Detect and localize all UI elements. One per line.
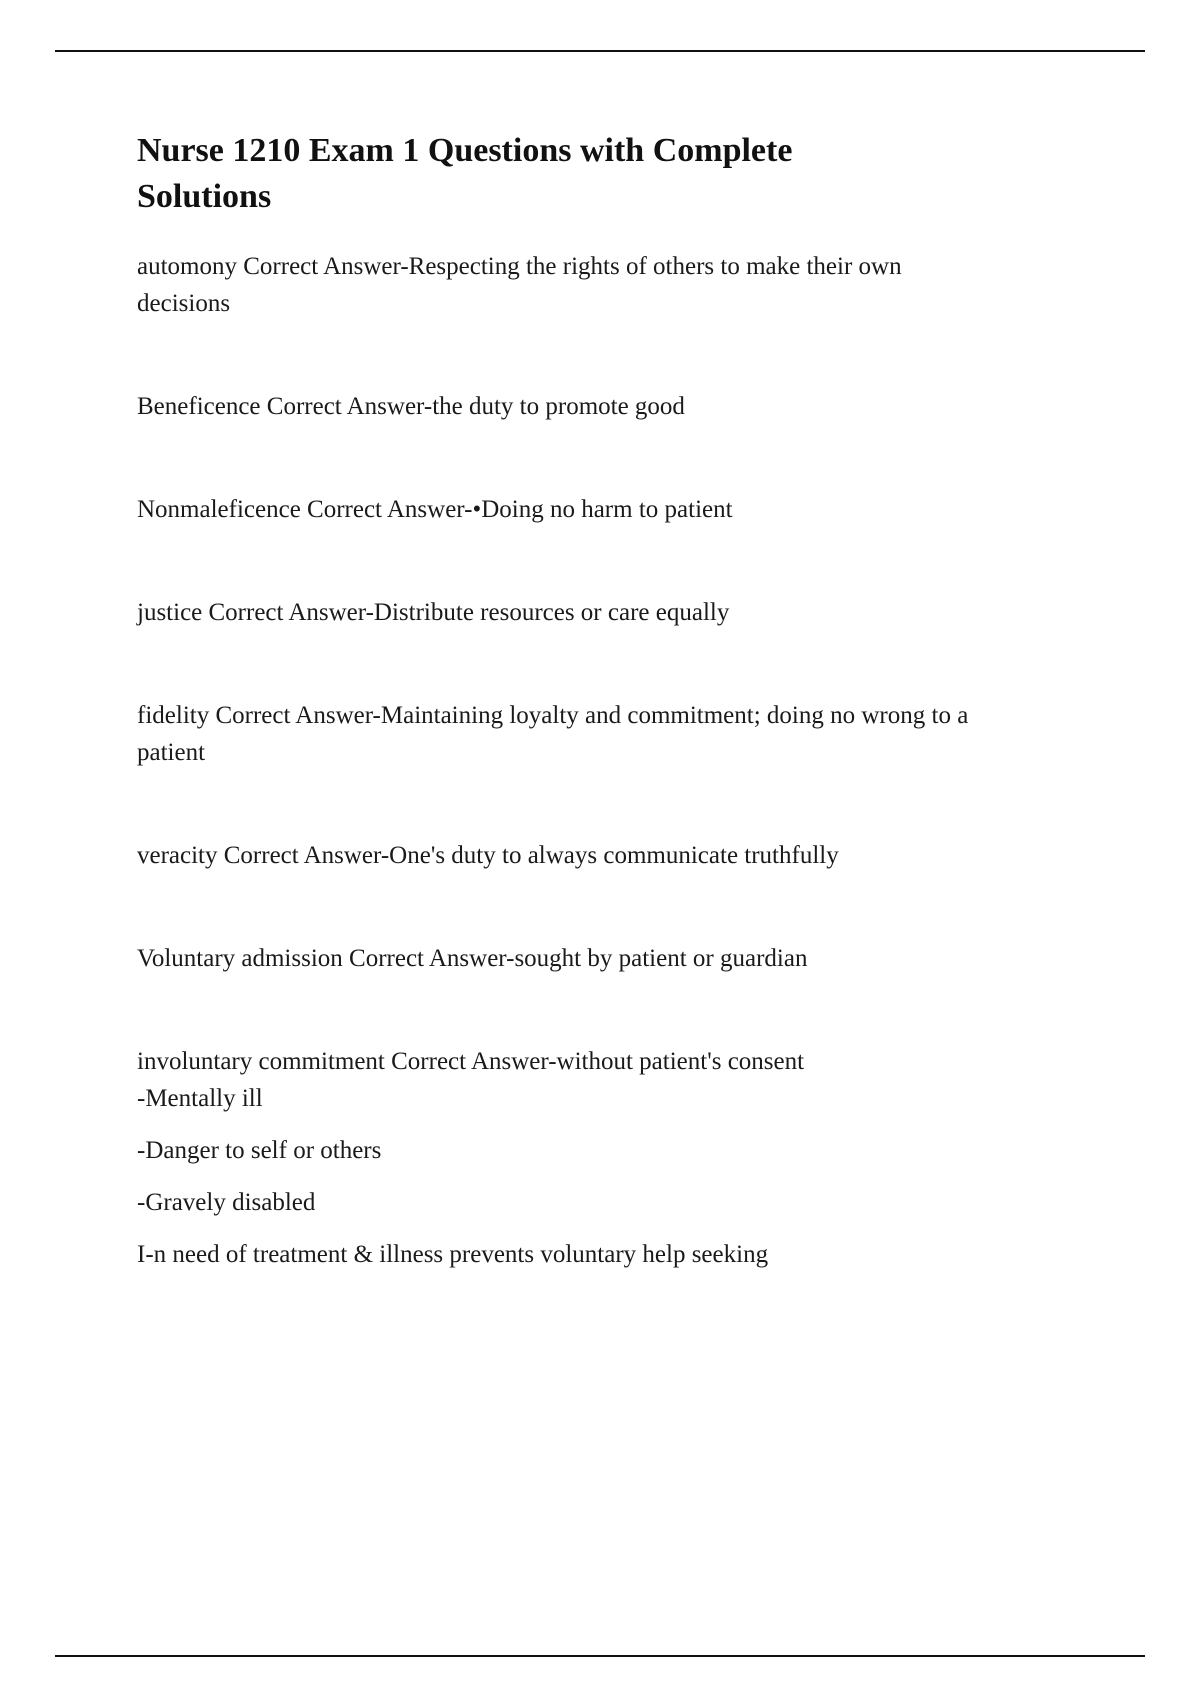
qa-paragraph: automony Correct Answer-Respecting the rights of others to make their own decisions [137, 252, 902, 317]
qa-paragraph: involuntary commitment Correct Answer-without patient's consent [137, 1047, 805, 1075]
qa-paragraph: fidelity Correct Answer-Maintaining loyalty and commitment; doing no wrong to a patient [137, 701, 969, 766]
bottom-rule [55, 1655, 1145, 1657]
qa-paragraph: veracity Correct Answer-One's duty to always communicate truthfully [137, 841, 839, 869]
qa-paragraph: Beneficence Correct Answer-the duty to promote good [137, 392, 685, 420]
qa-list-line: -Danger to self or others [137, 1136, 382, 1164]
qa-list-line: I-n need of treatment & illness prevents voluntary help seeking [137, 1240, 769, 1268]
qa-paragraph: Voluntary admission Correct Answer-sought by patient or guardian [137, 944, 808, 972]
qa-paragraph: justice Correct Answer-Distribute resources or care equally [137, 598, 730, 626]
top-rule [55, 50, 1145, 52]
qa-list-line: -Mentally ill [137, 1084, 263, 1112]
qa-paragraph: Nonmaleficence Correct Answer-•Doing no harm to patient [137, 495, 733, 523]
document-content [137, 128, 997, 1288]
page-title: Nurse 1210 Exam 1 Questions with Complete Solutions [137, 132, 793, 215]
qa-list-line: -Gravely disabled [137, 1188, 316, 1216]
